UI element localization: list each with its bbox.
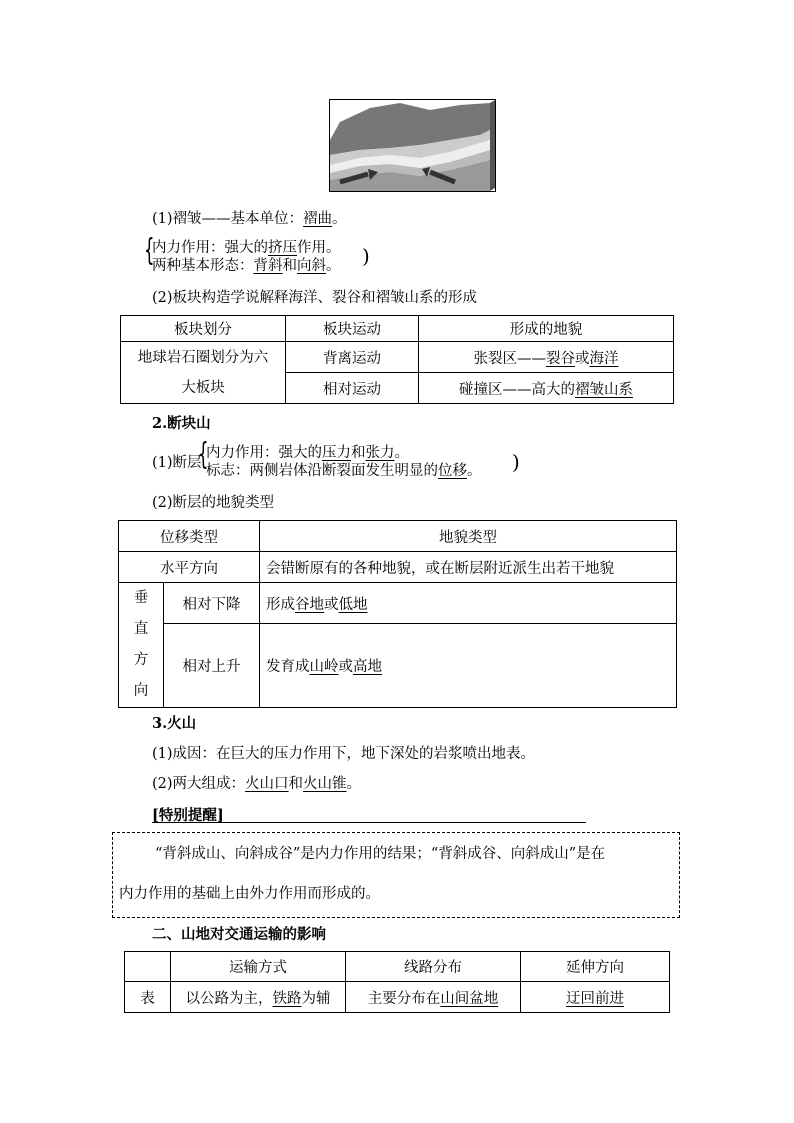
fault-landform-cell: 形成谷地或低地 (260, 583, 677, 624)
transport-direction-cell: 迂回前进 (521, 982, 670, 1013)
plate-table (120, 315, 674, 404)
plate-landform-cell: 碰撞区——高大的褶皱山系 (419, 373, 674, 404)
fault-landform-cell: 会错断原有的各种地貌，或在断层附近派生出若干地貌 (260, 552, 677, 583)
volcano-heading: 3.火山 (152, 715, 197, 732)
transport-row-label: 表 (125, 982, 171, 1013)
transport-table-header (125, 952, 171, 982)
volcano-cause: (1)成因：在巨大的压力作用下，地下深处的岩浆喷出地表。 (152, 746, 536, 762)
vertical-direction-cell: 垂 直 方 向 (119, 583, 164, 708)
fold-left-brace: { (144, 233, 155, 268)
fault-right-paren: ) (512, 450, 520, 474)
fold-forms-line: 两种基本形态：背斜和向斜。 (152, 258, 341, 274)
transport-table-header: 延伸方向 (521, 952, 670, 982)
fold-force-line: 内力作用：强大的挤压作用。 (152, 240, 341, 256)
note-title-rule (152, 822, 586, 823)
fault-heading: 2.断块山 (152, 415, 211, 432)
transport-table (124, 951, 670, 1013)
plate-table-header: 板块运动 (286, 316, 419, 342)
transport-table-header: 线路分布 (346, 952, 521, 982)
plate-division-cell: 地球岩石圈划分为六大板块 (121, 342, 286, 404)
fault-landform-cell: 发育成山岭或高地 (260, 624, 677, 708)
transport-route-cell: 主要分布在山间盆地 (346, 982, 521, 1013)
fold-diagram-figure (329, 99, 496, 192)
fault-type-cell: 水平方向 (119, 552, 260, 583)
note-line-1: “背斜成山、向斜成谷”是内力作用的结果；“背斜成谷、向斜成山”是在 (155, 846, 606, 862)
fold-line: (1)褶皱——基本单位：褶曲。 (152, 211, 347, 227)
transport-table-header: 运输方式 (171, 952, 346, 982)
plate-motion-cell: 相对运动 (286, 373, 419, 404)
fault-label: (1)断层 (152, 455, 202, 471)
plate-motion-cell: 背离运动 (286, 342, 419, 373)
fold-diagram-illustration (330, 100, 495, 191)
note-title: [特别提醒] (152, 807, 224, 824)
plate-table-header: 形成的地貌 (419, 316, 674, 342)
plate-table-header: 板块划分 (121, 316, 286, 342)
fault-table-header: 位移类型 (119, 521, 260, 552)
fault-table-header: 地貌类型 (260, 521, 677, 552)
fault-left-brace: { (198, 437, 209, 472)
volcano-parts: (2)两大组成：火山口和火山锥。 (152, 776, 362, 792)
fault-table (118, 520, 677, 708)
plate-landform-cell: 张裂区——裂谷或海洋 (419, 342, 674, 373)
transport-mode-cell: 以公路为主，铁路为辅 (171, 982, 346, 1013)
fault-type-cell: 相对上升 (164, 624, 260, 708)
fault-type-cell: 相对下降 (164, 583, 260, 624)
section2-title: 二、山地对交通运输的影响 (152, 926, 326, 943)
fault-mark-line: 标志：两侧岩体沿断裂面发生明显的位移。 (206, 463, 482, 479)
plate-title: (2)板块构造学说解释海洋、裂谷和褶皱山系的形成 (152, 290, 478, 306)
fault-types-title: (2)断层的地貌类型 (152, 495, 275, 511)
note-line-2: 内力作用的基础上由外力作用而形成的。 (119, 886, 380, 902)
fold-right-paren: ) (362, 244, 370, 268)
fault-force-line: 内力作用：强大的压力和张力。 (206, 445, 409, 461)
